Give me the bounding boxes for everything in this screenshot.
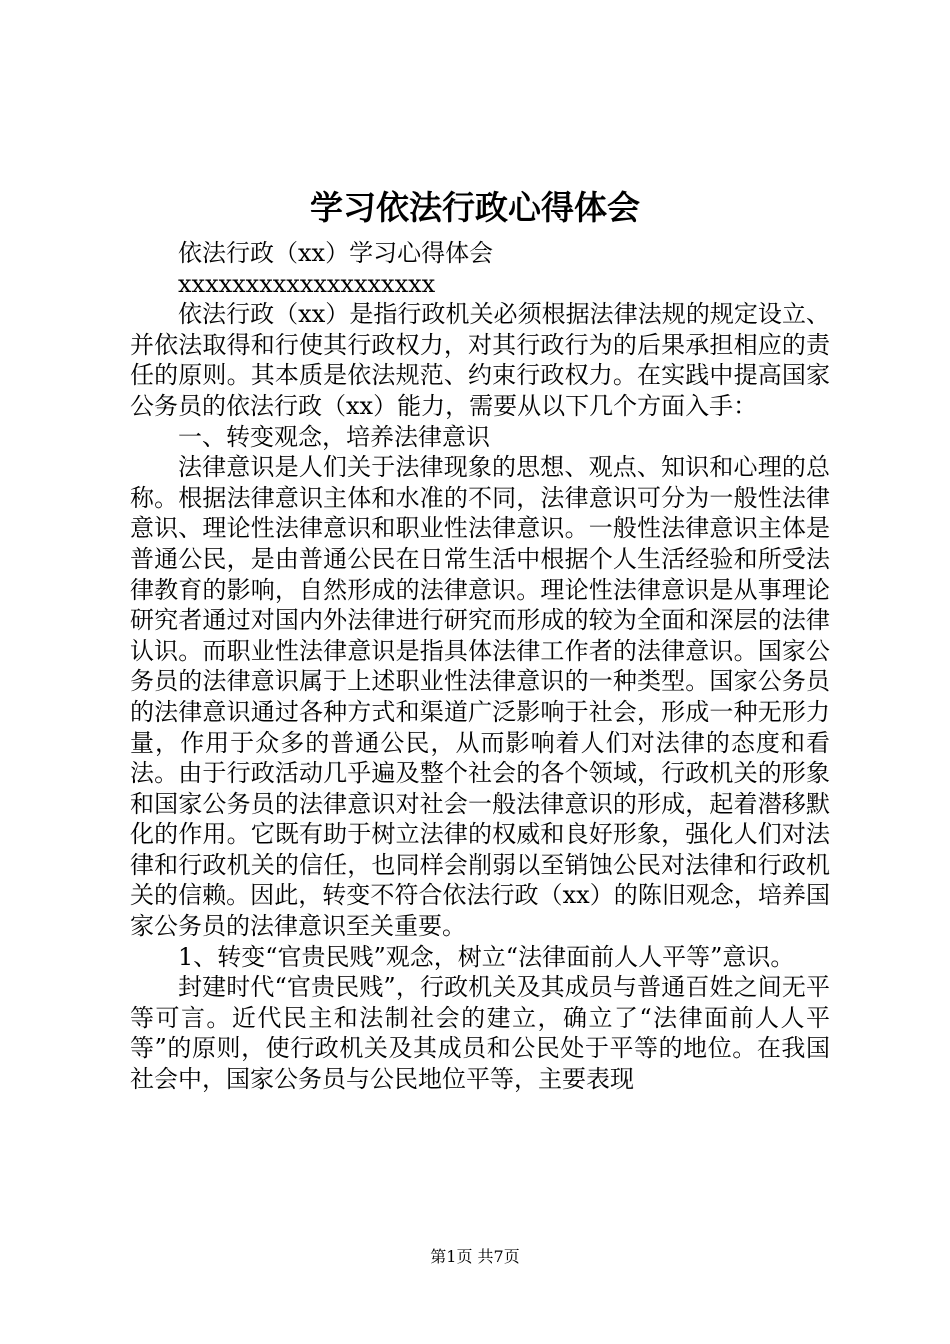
- body-paragraph: 封建时代“官贵民贱”，行政机关及其成员与普通百姓之间无平等可言。近代民主和法制社会的建立，确立了“法律面前人人平等”的原则，使行政机关及其成员和公民处于平等的地位。在我国社会中，国家公务员与公民地位平等，主要表现: [130, 973, 830, 1094]
- page-title: 学习依法行政心得体会: [310, 188, 640, 227]
- body-paragraph: 法律意识是人们关于法律现象的思想、观点、知识和心理的总称。根据法律意识主体和水准的不同，法律意识可分为一般性法律意识、理论性法律意识和职业性法律意识。一般性法律意识主体是普通公民，是由普通公民在日常生活中根据个人生活经验和所受法律教育的影响，自然形成的法律意识。理论性法律意识是从事理论研究者通过对国内外法律进行研究而形成的较为全面和深层的法律认识。而职业性法律意识是指具体法律工作者的法律意识。国家公务员的法律意识属于上述职业性法律意识的一种类型。国家公务员的法律意识通过各种方式和渠道广泛影响于社会，形成一种无形力量，作用于众多的普通公民，从而影响着人们对法律的态度和看法。由于行政活动几乎遍及整个社会的各个领域，行政机关的形象和国家公务员的法律意识对社会一般法律意识的形成，起着潜移默化的作用。它既有助于树立法律的权威和良好形象，强化人们对法律和行政机关的信任，也同样会削弱以至销蚀公民对法律和行政机关的信赖。因此，转变不符合依法行政（xx）的陈旧观念，培养国家公务员的法律意识至关重要。: [130, 453, 830, 941]
- subtitle-paragraph: 依法行政（xx）学习心得体会: [178, 239, 494, 267]
- document-body: [130, 238, 830, 1095]
- page-footer: 第1页 共7页: [430, 1247, 520, 1266]
- author-placeholder: xxxxxxxxxxxxxxxxxxx: [178, 269, 436, 298]
- body-paragraph: 依法行政（xx）是指行政机关必须根据法律法规的规定设立、并依法取得和行使其行政权力，对其行政行为的后果承担相应的责任的原则。其本质是依法规范、约束行政权力。在实践中提高国家公务员的依法行政（xx）能力，需要从以下几个方面入手：: [130, 300, 830, 420]
- section-heading: 一、转变观念，培养法律意识: [178, 422, 490, 451]
- subsection-heading: 1、转变“官贵民贱”观念，树立“法律面前人人平等”意识。: [178, 942, 795, 971]
